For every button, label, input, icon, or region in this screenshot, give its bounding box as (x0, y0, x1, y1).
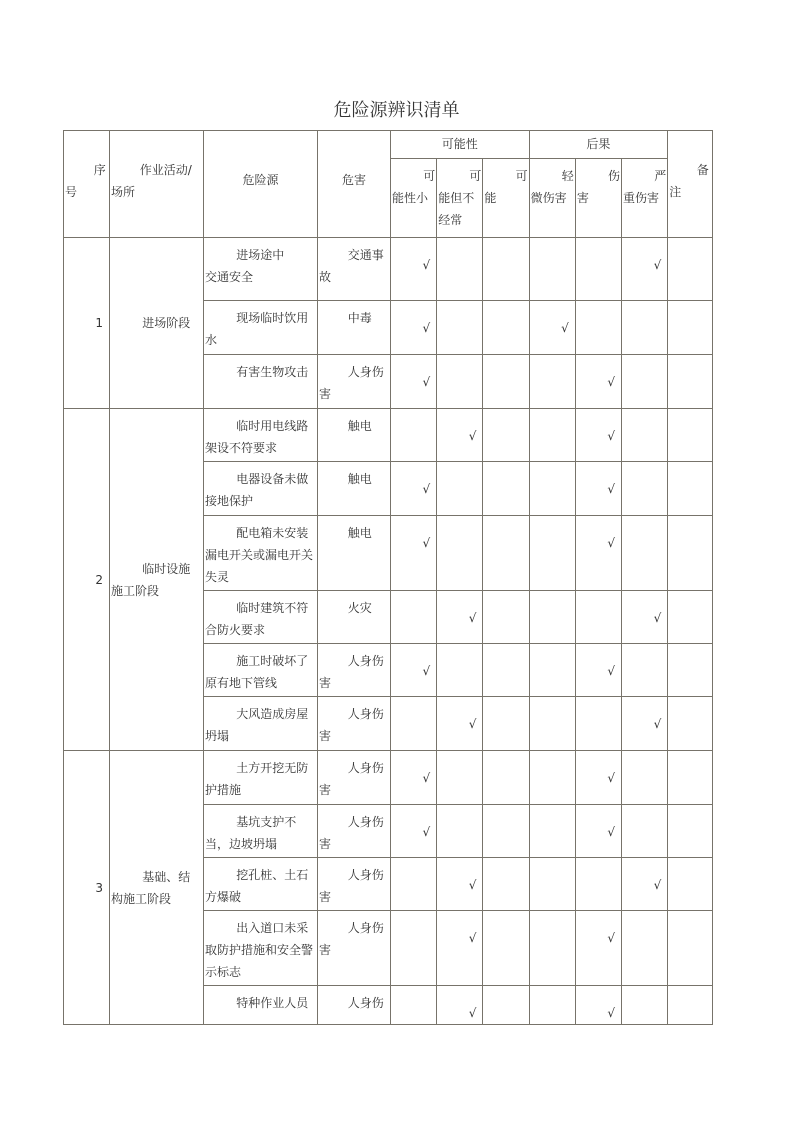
rating-cell (575, 409, 621, 462)
harm-cell: 火灾 (318, 591, 391, 644)
check-mark: √ (607, 664, 616, 678)
check-mark: √ (422, 825, 431, 839)
remark-cell (668, 697, 713, 751)
rating-cell (437, 644, 483, 697)
rating-cell (575, 697, 621, 751)
rating-cell (529, 751, 575, 805)
harm-cell: 触电 (318, 462, 391, 516)
remark-cell (668, 355, 713, 409)
header-consequence: 后果 (529, 131, 668, 159)
hazard-source-cell: 大风造成房屋坍塌 (204, 697, 318, 751)
rating-cell (575, 986, 621, 1025)
rating-cell (391, 355, 437, 409)
check-mark: √ (607, 536, 616, 550)
hazard-source-cell: 配电箱未安装漏电开关或漏电开关失灵 (204, 516, 318, 591)
table-row (64, 751, 713, 805)
harm-cell: 中毒 (318, 301, 391, 355)
hazard-source-cell: 特种作业人员 (204, 986, 318, 1025)
check-mark: √ (468, 717, 477, 731)
rating-cell (622, 516, 668, 591)
hazard-source-cell: 有害生物攻击 (204, 355, 318, 409)
rating-cell (483, 409, 529, 462)
rating-cell (483, 238, 529, 301)
remark-cell (668, 644, 713, 697)
harm-cell: 触电 (318, 409, 391, 462)
check-mark: √ (422, 375, 431, 389)
remark-cell (668, 858, 713, 911)
rating-cell (622, 858, 668, 911)
rating-cell (483, 301, 529, 355)
harm-cell: 人身伤害 (318, 355, 391, 409)
rating-cell (529, 301, 575, 355)
rating-cell (529, 409, 575, 462)
hazard-source-cell: 进场途中 交通安全 (204, 238, 318, 301)
check-mark: √ (468, 611, 477, 625)
rating-cell (391, 858, 437, 911)
rating-cell (437, 697, 483, 751)
rating-cell (622, 911, 668, 986)
rating-cell (575, 238, 621, 301)
harm-cell: 人身伤 (318, 986, 391, 1025)
check-mark: √ (653, 717, 662, 731)
rating-cell (575, 858, 621, 911)
remark-cell (668, 751, 713, 805)
rating-cell (483, 462, 529, 516)
rating-cell (437, 805, 483, 858)
header-consequence-col: 轻微伤害 (529, 159, 575, 238)
rating-cell (529, 591, 575, 644)
rating-cell (622, 805, 668, 858)
harm-cell: 人身伤害 (318, 697, 391, 751)
harm-cell: 人身伤害 (318, 858, 391, 911)
rating-cell (483, 858, 529, 911)
rating-cell (483, 986, 529, 1025)
hazard-table (63, 130, 713, 1025)
seq-cell: 1 (64, 238, 110, 409)
rating-cell (391, 805, 437, 858)
header-consequence-col: 伤害 (575, 159, 621, 238)
rating-cell (391, 911, 437, 986)
hazard-source-cell: 施工时破坏了原有地下管线 (204, 644, 318, 697)
header-possibility-col: 可能性小 (391, 159, 437, 238)
rating-cell (575, 516, 621, 591)
rating-cell (437, 986, 483, 1025)
rating-cell (437, 516, 483, 591)
remark-cell (668, 409, 713, 462)
harm-cell: 人身伤害 (318, 911, 391, 986)
check-mark: √ (653, 258, 662, 272)
harm-cell: 人身伤害 (318, 805, 391, 858)
rating-cell (622, 409, 668, 462)
check-mark: √ (468, 429, 477, 443)
remark-cell (668, 238, 713, 301)
hazard-source-cell: 现场临时饮用水 (204, 301, 318, 355)
check-mark: √ (422, 321, 431, 335)
remark-cell (668, 805, 713, 858)
rating-cell (483, 516, 529, 591)
rating-cell (437, 238, 483, 301)
check-mark: √ (607, 375, 616, 389)
rating-cell (483, 911, 529, 986)
header-possibility-col: 可能 (483, 159, 529, 238)
rating-cell (437, 301, 483, 355)
seq-cell: 3 (64, 751, 110, 1025)
rating-cell (529, 986, 575, 1025)
header-consequence-col: 严重伤害 (622, 159, 668, 238)
header-possibility: 可能性 (391, 131, 530, 159)
rating-cell (391, 591, 437, 644)
table-row (64, 409, 713, 462)
harm-cell: 触电 (318, 516, 391, 591)
hazard-source-cell: 临时建筑不符合防火要求 (204, 591, 318, 644)
header-seq: 序号 (64, 131, 110, 238)
hazard-source-cell: 挖孔桩、土石方爆破 (204, 858, 318, 911)
check-mark: √ (422, 664, 431, 678)
check-mark: √ (422, 258, 431, 272)
rating-cell (391, 238, 437, 301)
seq-cell: 2 (64, 409, 110, 751)
rating-cell (529, 911, 575, 986)
rating-cell (391, 516, 437, 591)
rating-cell (391, 697, 437, 751)
check-mark: √ (607, 771, 616, 785)
rating-cell (437, 355, 483, 409)
header-activity: 作业活动/场所 (110, 131, 204, 238)
rating-cell (622, 238, 668, 301)
check-mark: √ (468, 931, 477, 945)
rating-cell (483, 591, 529, 644)
check-mark: √ (468, 1006, 477, 1020)
rating-cell (622, 697, 668, 751)
rating-cell (437, 462, 483, 516)
activity-cell: 临时设施施工阶段 (110, 409, 204, 751)
rating-cell (483, 697, 529, 751)
rating-cell (622, 751, 668, 805)
rating-cell (437, 751, 483, 805)
hazard-source-cell: 电器设备未做接地保护 (204, 462, 318, 516)
check-mark: √ (607, 1006, 616, 1020)
rating-cell (391, 462, 437, 516)
hazard-source-cell: 土方开挖无防护措施 (204, 751, 318, 805)
check-mark: √ (607, 429, 616, 443)
rating-cell (575, 805, 621, 858)
rating-cell (529, 858, 575, 911)
rating-cell (622, 355, 668, 409)
harm-cell: 交通事故 (318, 238, 391, 301)
rating-cell (391, 751, 437, 805)
remark-cell (668, 591, 713, 644)
rating-cell (437, 858, 483, 911)
remark-cell (668, 986, 713, 1025)
remark-cell (668, 516, 713, 591)
rating-cell (622, 986, 668, 1025)
check-mark: √ (422, 536, 431, 550)
check-mark: √ (422, 771, 431, 785)
rating-cell (575, 462, 621, 516)
check-mark: √ (561, 321, 569, 335)
rating-cell (437, 591, 483, 644)
rating-cell (575, 751, 621, 805)
rating-cell (437, 911, 483, 986)
rating-cell (622, 644, 668, 697)
table-row (64, 238, 713, 301)
rating-cell (575, 355, 621, 409)
rating-cell (529, 238, 575, 301)
rating-cell (622, 462, 668, 516)
rating-cell (529, 697, 575, 751)
rating-cell (622, 591, 668, 644)
hazard-source-cell: 基坑支护不当，边坡坍塌 (204, 805, 318, 858)
check-mark: √ (607, 931, 616, 945)
rating-cell (622, 301, 668, 355)
rating-cell (391, 301, 437, 355)
check-mark: √ (422, 482, 431, 496)
rating-cell (529, 644, 575, 697)
check-mark: √ (468, 878, 477, 892)
remark-cell (668, 301, 713, 355)
rating-cell (483, 805, 529, 858)
activity-cell: 基础、结构施工阶段 (110, 751, 204, 1025)
header-harm: 危害 (318, 131, 391, 238)
page-title: 危险源辨识清单 (333, 100, 460, 121)
hazard-source-cell: 临时用电线路架设不符要求 (204, 409, 318, 462)
check-mark: √ (653, 611, 662, 625)
harm-cell: 人身伤害 (318, 644, 391, 697)
check-mark: √ (607, 482, 616, 496)
rating-cell (391, 644, 437, 697)
rating-cell (391, 409, 437, 462)
remark-cell (668, 462, 713, 516)
harm-cell: 人身伤害 (318, 751, 391, 805)
rating-cell (483, 751, 529, 805)
header-possibility-col: 可能但不经常 (437, 159, 483, 238)
rating-cell (575, 591, 621, 644)
rating-cell (483, 644, 529, 697)
rating-cell (529, 805, 575, 858)
header-source: 危险源 (204, 131, 318, 238)
rating-cell (575, 644, 621, 697)
rating-cell (437, 409, 483, 462)
activity-cell: 进场阶段 (110, 238, 204, 409)
rating-cell (575, 911, 621, 986)
remark-cell (668, 911, 713, 986)
check-mark: √ (653, 878, 662, 892)
rating-cell (391, 986, 437, 1025)
rating-cell (483, 355, 529, 409)
hazard-source-cell: 出入道口未采取防护措施和安全警示标志 (204, 911, 318, 986)
header-remark: 备注 (668, 131, 713, 238)
rating-cell (529, 462, 575, 516)
rating-cell (529, 516, 575, 591)
rating-cell (529, 355, 575, 409)
check-mark: √ (607, 825, 616, 839)
rating-cell (575, 301, 621, 355)
